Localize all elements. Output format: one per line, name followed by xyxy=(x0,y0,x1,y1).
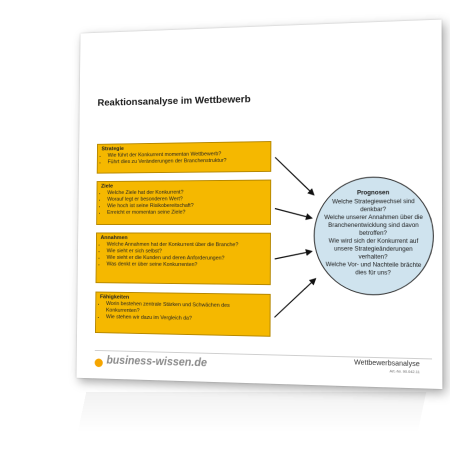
box-item: • Wie führt der Konkurrent momentan Wettbewerb? xyxy=(108,151,267,160)
arrow-annahmen xyxy=(275,251,312,259)
box-item: • Worin bestehen zentrale Stärken und Schwächen des Konkurrenten? xyxy=(106,301,266,317)
box-item: • Führt dies zu Veränderungen der Branchenstruktur? xyxy=(108,157,267,166)
prognosen-heading: Prognosen xyxy=(356,189,390,197)
document-name: Wettbewerbsanalyse xyxy=(354,359,420,369)
logo-dot-icon xyxy=(95,358,103,367)
arrow-strategie xyxy=(275,157,314,195)
page-reflection xyxy=(78,392,427,432)
box-faehigkeiten xyxy=(95,292,271,337)
box-list xyxy=(101,151,266,166)
box-item: • Welche Ziele hat der Konkurrent? xyxy=(107,189,266,197)
article-number: Art.-Nr. 90.042.11 xyxy=(389,369,420,375)
box-item: • Wie sieht er sich selbst? xyxy=(107,248,266,256)
arrow-faehigkeiten xyxy=(274,278,315,318)
box-item: • Welche Annahmen hat der Konkurrent über die Branche? xyxy=(107,242,266,249)
prognosen-text: Welche Strategiewechsel sind denkbar? Welche unserer Annahmen über die Branchenentwicklung sind davon betroffen? Wie wird sich der Konkurrent auf unsere Strategieänderungen verhalten? Welche Vor- und Nachteile brächte dies für uns? xyxy=(324,198,423,277)
box-heading: Fähigkeiten xyxy=(99,294,130,301)
box-list xyxy=(100,242,266,270)
box-item: • Was denkt er über seine Konkurrenten? xyxy=(107,262,266,270)
box-heading: Annahmen xyxy=(100,235,128,241)
box-item: • Wie stehen wir dazu im Vergleich da? xyxy=(106,314,266,324)
box-heading: Ziele xyxy=(101,183,114,190)
box-annahmen xyxy=(96,232,271,285)
box-strategie xyxy=(97,141,272,174)
document-preview xyxy=(76,20,442,389)
box-item: • Wie hoch ist seine Risikobereitschaft? xyxy=(107,203,266,210)
box-item: • Wie sieht er die Kunden und deren Anforderungen? xyxy=(107,255,266,263)
box-item: • Erreicht er momentan seine Ziele? xyxy=(107,210,266,217)
arrow-ziele xyxy=(275,208,312,218)
box-heading: Strategie xyxy=(101,146,124,153)
box-ziele xyxy=(96,180,271,225)
document-title: Reaktionsanalyse im Wettbewerb xyxy=(97,93,251,109)
box-list xyxy=(100,301,266,324)
box-list xyxy=(101,189,267,216)
box-item: • Worauf legt er besonderen Wert? xyxy=(107,196,266,203)
logo: business-wissen.de xyxy=(106,354,208,370)
prognosen-circle xyxy=(314,176,434,296)
